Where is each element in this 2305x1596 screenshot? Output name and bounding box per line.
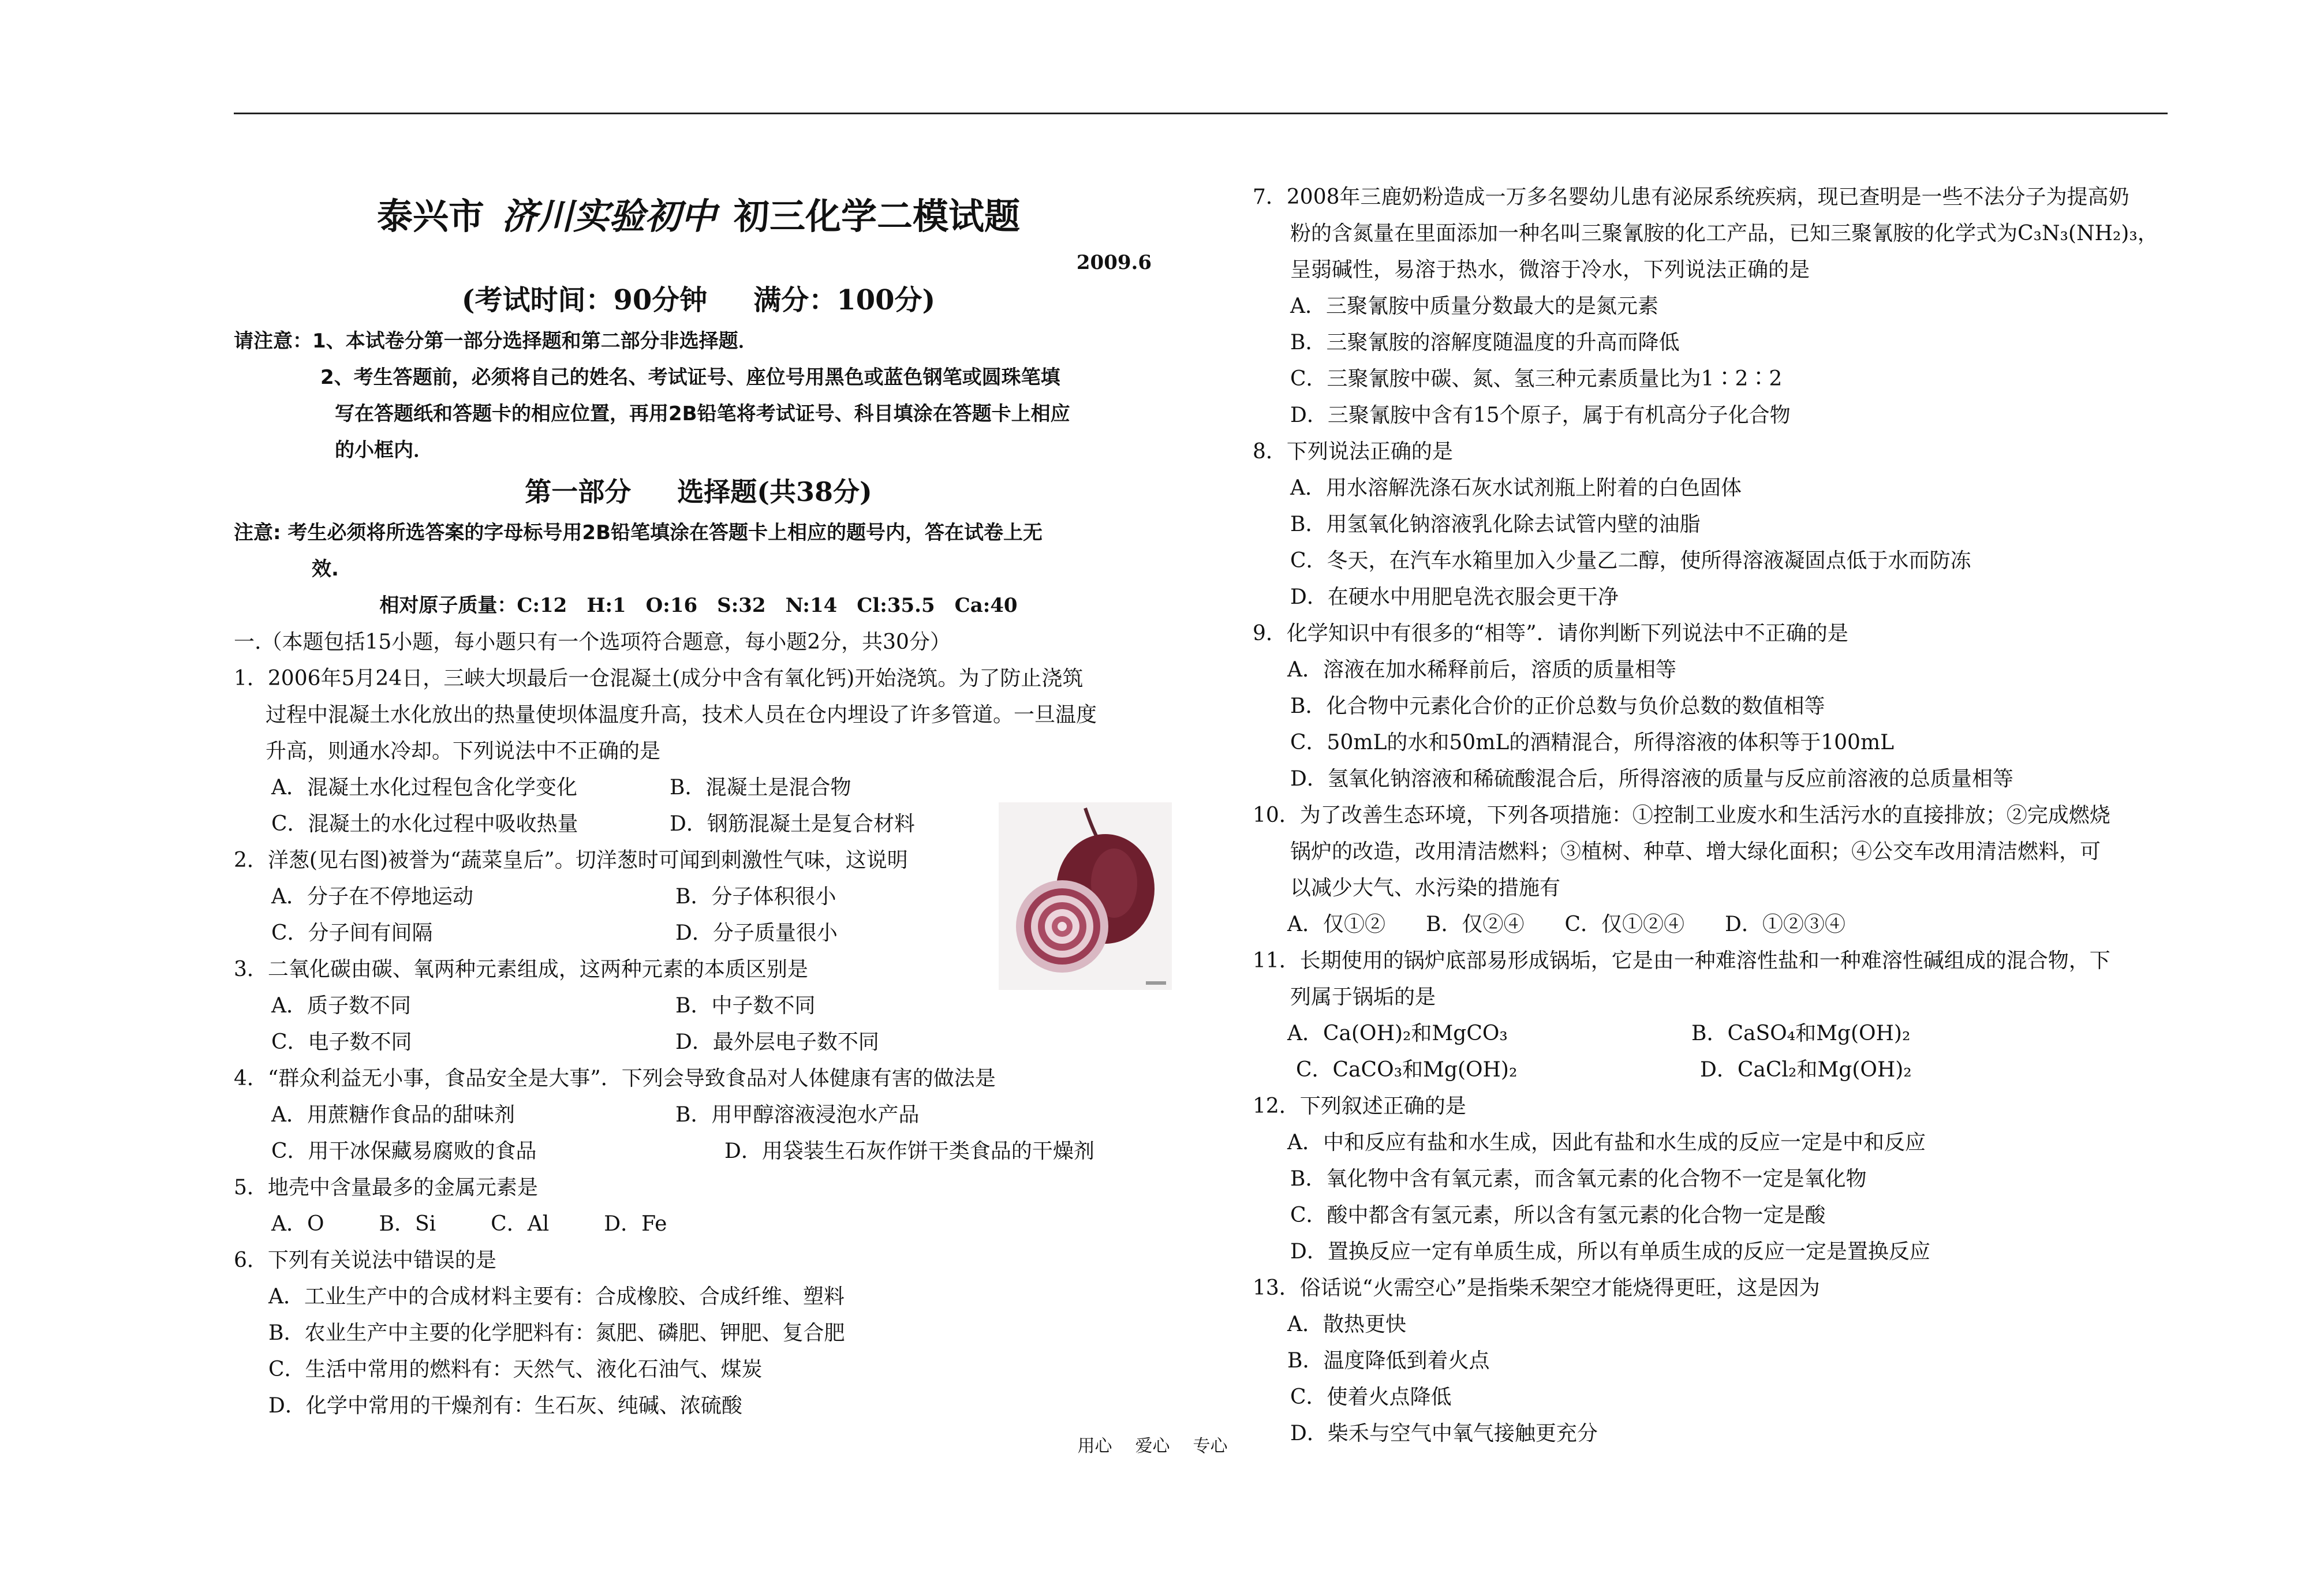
q1-option-a[interactable]: A．混凝土水化过程包含化学变化	[271, 776, 577, 799]
q9-option-a[interactable]: A．溶液在加水稀释前后，溶质的质量相等	[1287, 658, 1676, 682]
q13-option-d[interactable]: D．柴禾与空气中氧气接触更充分	[1290, 1422, 1598, 1445]
q6-option-b[interactable]: B．农业生产中主要的化学肥料有：氮肥、磷肥、钾肥、复合肥	[268, 1321, 845, 1345]
q10-option-a[interactable]: A．仅①②	[1287, 913, 1385, 936]
q10-line1: 10．为了改善生态环境，下列各项措施：①控制工业废水和生活污水的直接排放；②完成燃烧	[1253, 803, 2110, 827]
q6-option-a[interactable]: A．工业生产中的合成材料主要有：合成橡胶、合成纤维、塑料	[268, 1285, 845, 1309]
q11-option-c[interactable]: C．CaCO₃和Mg(OH)₂	[1296, 1058, 1518, 1082]
q11-options-cd	[1253, 1052, 2188, 1088]
q7-formula: C₃N₃(NH₂)₃，	[2018, 222, 2158, 245]
q7-line3: 呈弱碱性，易溶于热水，微溶于冷水，下列说法正确的是	[1290, 258, 1810, 282]
q9-stem: 9．化学知识中有很多的“相等”．请你判断下列说法中不正确的是	[1253, 622, 1848, 645]
section-intro: 一.（本题包括15小题，每小题只有一个选项符合题意，每小题2分，共30分）	[234, 630, 951, 654]
q7-line2	[1253, 215, 2188, 252]
q9-option-c[interactable]: C．50mL的水和50mL的酒精混合，所得溶液的体积等于100mL	[1290, 731, 1895, 754]
q11-option-a[interactable]: A．Ca(OH)₂和MgCO₃	[1287, 1022, 1508, 1045]
q13-option-b[interactable]: B．温度降低到着火点	[1287, 1349, 1490, 1373]
atomic-masses: 相对原子质量：C:12 H:1 O:16 S:32 N:14 Cl:35.5 Ca:40	[379, 594, 1018, 617]
q11-option-b[interactable]: B．CaSO₄和Mg(OH)₂	[1691, 1022, 1911, 1045]
q11-option-d[interactable]: D．CaCl₂和Mg(OH)₂	[1700, 1058, 1912, 1082]
q12-option-a[interactable]: A．中和反应有盐和水生成，因此有盐和水生成的反应一定是中和反应	[1287, 1131, 1926, 1154]
q2-option-b[interactable]: B．分子体积很小	[675, 885, 836, 909]
section-heading	[234, 469, 1163, 515]
notice-1: 请注意：1、本试卷分第一部分选择题和第二部分非选择题．	[234, 330, 758, 353]
q1-option-d[interactable]: D．钢筋混凝土是复合材料	[670, 812, 915, 836]
q10-line2: 锅炉的改造，改用清洁燃料；③植树、种草、增大绿化面积；④公交车改用清洁燃料，可	[1290, 840, 2101, 864]
q7-line2-text: 粉的含氮量在里面添加一种名叫三聚氰胺的化工产品，已知三聚氰胺的化学式为	[1290, 222, 2018, 245]
footer-word-2: 爱心	[1135, 1436, 1170, 1456]
q4-option-d[interactable]: D．用袋装生石灰作饼干类食品的干燥剂	[724, 1139, 1094, 1163]
notice-2a: 2、考生答题前，必须将自己的姓名、考试证号、座位号用黑色或蓝色钢笔或圆珠笔填	[320, 366, 1060, 389]
q2-stem: 2．洋葱(见右图)被誉为“蔬菜皇后”。切洋葱时可闻到刺激性气味，这说明	[234, 849, 908, 872]
q3-option-b[interactable]: B．中子数不同	[675, 994, 816, 1018]
exam-info	[234, 277, 1163, 323]
q10-options	[1253, 906, 2188, 943]
q6-option-d[interactable]: D．化学中常用的干燥剂有：生石灰、纯碱、浓硫酸	[268, 1394, 742, 1418]
q12-option-c[interactable]: C．酸中都含有氢元素，所以含有氢元素的化合物一定是酸	[1290, 1203, 1826, 1227]
answer-note-a: 注意: 考生必须将所选答案的字母标号用2B铅笔填涂在答题卡上相应的题号内，答在试卷上无	[234, 521, 1043, 544]
q12-option-d[interactable]: D．置换反应一定有单质生成，所以有单质生成的反应一定是置换反应	[1290, 1240, 1930, 1264]
q2-option-d[interactable]: D．分子质量很小	[675, 921, 838, 945]
q5-options	[234, 1206, 1163, 1242]
title-exam: 初三化学二模试题	[734, 195, 1021, 237]
q7-line1: 7．2008年三鹿奶粉造成一万多名婴幼儿患有泌尿系统疾病，现已查明是一些不法分子为提高奶	[1253, 185, 2130, 209]
q4-stem: 4．“群众利益无小事，食品安全是大事”．下列会导致食品对人体健康有害的做法是	[234, 1067, 996, 1090]
q3-stem: 3．二氧化碳由碳、氧两种元素组成，这两种元素的本质区别是	[234, 958, 808, 981]
q3-option-d[interactable]: D．最外层电子数不同	[675, 1030, 879, 1054]
q7-option-a[interactable]: A．三聚氰胺中质量分数最大的是氮元素	[1290, 294, 1658, 318]
title-school: 济川实验初中	[501, 195, 716, 237]
q6-option-c[interactable]: C．生活中常用的燃料有：天然气、液化石油气、煤炭	[268, 1358, 763, 1381]
q9-option-d[interactable]: D．氢氧化钠溶液和稀硫酸混合后，所得溶液的质量与反应前溶液的总质量相等	[1290, 767, 2013, 791]
q2-option-c[interactable]: C．分子间有间隔	[271, 921, 433, 945]
q12-stem: 12．下列叙述正确的是	[1253, 1094, 1466, 1118]
page-footer	[0, 1431, 2305, 1457]
q5-option-b[interactable]: B．Si	[379, 1212, 436, 1236]
q13-stem: 13．俗话说“火需空心”是指柴禾架空才能烧得更旺，这是因为	[1253, 1276, 1820, 1300]
q13-option-a[interactable]: A．散热更快	[1287, 1313, 1406, 1336]
q1-option-c[interactable]: C．混凝土的水化过程中吸收热量	[271, 812, 578, 836]
header-rule	[234, 113, 2168, 114]
q10-line3: 以减少大气、水污染的措施有	[1290, 876, 1561, 900]
q4-options-cd	[234, 1133, 1163, 1169]
page-title	[234, 185, 1163, 248]
q8-option-b[interactable]: B．用氢氧化钠溶液乳化除去试管内壁的油脂	[1290, 513, 1701, 536]
q4-option-b[interactable]: B．用甲醇溶液浸泡水产品	[675, 1103, 920, 1127]
q1-option-b[interactable]: B．混凝土是混合物	[670, 776, 851, 799]
title-city: 泰兴市	[376, 195, 484, 237]
section-name: 选择题(共38分)	[677, 476, 872, 507]
q3-option-c[interactable]: C．电子数不同	[271, 1030, 412, 1054]
right-column	[1253, 179, 2188, 1452]
q7-option-d[interactable]: D．三聚氰胺中含有15个原子，属于有机高分子化合物	[1290, 403, 1791, 427]
q8-option-a[interactable]: A．用水溶解洗涤石灰水试剂瓶上附着的白色固体	[1290, 476, 1742, 500]
q3-options-ab	[234, 988, 1163, 1024]
q10-option-c[interactable]: C．仅①②④	[1564, 913, 1685, 936]
q13-option-c[interactable]: C．使着火点降低	[1290, 1385, 1452, 1409]
q10-option-d[interactable]: D．①②③④	[1725, 913, 1846, 936]
onion-image	[999, 802, 1172, 990]
q12-option-b[interactable]: B．氧化物中含有氧元素，而含氧元素的化合物不一定是氧化物	[1290, 1167, 1867, 1191]
q11-line1: 11．长期使用的锅炉底部易形成锅垢，它是由一种难溶性盐和一种难溶性碱组成的混合物，下	[1253, 949, 2110, 973]
footer-word-1: 用心	[1077, 1436, 1112, 1456]
q1-options-ab	[234, 769, 1163, 806]
q7-option-b[interactable]: B．三聚氰胺的溶解度随温度的升高而降低	[1290, 331, 1680, 354]
exam-time: (考试时间：90分钟	[461, 284, 708, 316]
notice-2c: 的小框内．	[335, 439, 433, 462]
q5-option-c[interactable]: C．Al	[491, 1212, 550, 1236]
q8-stem: 8．下列说法正确的是	[1253, 440, 1453, 464]
q1-line2: 过程中混凝土水化放出的热量使坝体温度升高，技术人员在仓内埋设了许多管道。一旦温度	[266, 703, 1097, 727]
q3-options-cd	[234, 1024, 1163, 1060]
q1-line3: 升高，则通水冷却。下列说法中不正确的是	[266, 739, 661, 763]
q5-option-a[interactable]: A．O	[271, 1212, 324, 1236]
full-score: 满分：100分)	[753, 284, 936, 316]
q1-line1: 1．2006年5月24日，三峡大坝最后一仓混凝土(成分中含有氧化钙)开始浇筑。为了防止浇筑	[234, 667, 1084, 690]
exam-date: 2009.6	[1076, 251, 1152, 274]
q11-line2: 列属于锅垢的是	[1290, 985, 1436, 1009]
q6-stem: 6．下列有关说法中错误的是	[234, 1249, 496, 1272]
q5-option-d[interactable]: D．Fe	[604, 1212, 667, 1236]
footer-word-3: 专心	[1193, 1436, 1228, 1456]
q3-option-a[interactable]: A．质子数不同	[271, 994, 411, 1018]
q8-option-d[interactable]: D．在硬水中用肥皂洗衣服会更干净	[1290, 585, 1619, 609]
q10-option-b[interactable]: B．仅②④	[1426, 913, 1525, 936]
q7-option-c[interactable]: C．三聚氰胺中碳、氮、氢三种元素质量比为1∶2∶2	[1290, 367, 1783, 391]
q8-option-c[interactable]: C．冬天，在汽车水箱里加入少量乙二醇，使所得溶液凝固点低于水而防冻	[1290, 549, 1971, 573]
q4-option-c[interactable]: C．用干冰保藏易腐败的食品	[271, 1139, 537, 1163]
answer-note-b: 效.	[312, 558, 339, 581]
notice-2b: 写在答题纸和答题卡的相应位置，再用2B铅笔将考试证号、科目填涂在答题卡上相应	[335, 402, 1070, 425]
q9-option-b[interactable]: B．化合物中元素化合价的正价总数与负价总数的数值相等	[1290, 694, 1825, 718]
q2-option-a[interactable]: A．分子在不停地运动	[271, 885, 473, 909]
q4-option-a[interactable]: A．用蔗糖作食品的甜味剂	[271, 1103, 515, 1127]
q11-options-ab	[1253, 1015, 2188, 1052]
q4-options-ab	[234, 1097, 1163, 1133]
section-part: 第一部分	[525, 476, 632, 507]
q5-stem: 5．地壳中含量最多的金属元素是	[234, 1176, 538, 1199]
